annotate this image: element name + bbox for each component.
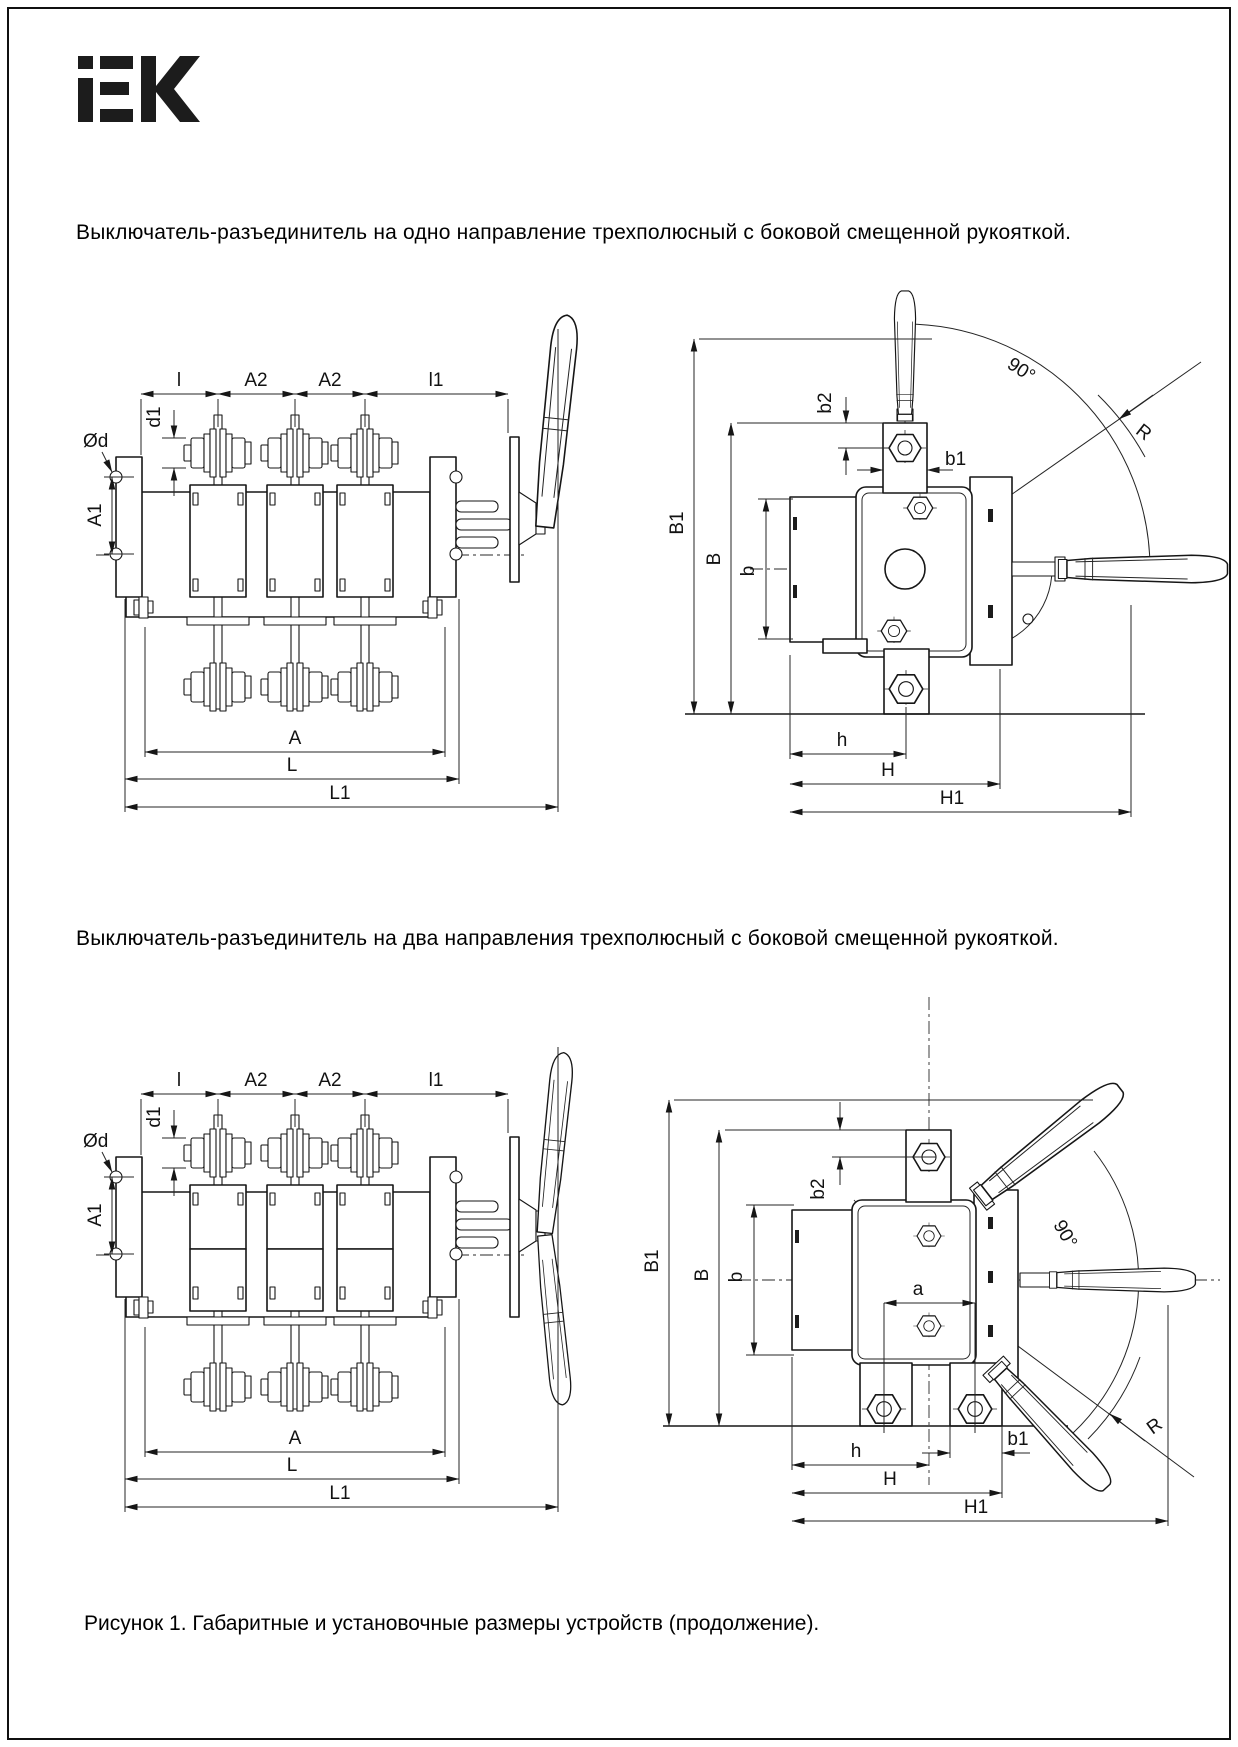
dim-label-diameter-d: Ød <box>83 431 109 452</box>
pole-assembly <box>184 415 251 711</box>
handle-grip-horizontal <box>1058 555 1227 583</box>
dim-label-d1: d1 <box>144 1106 165 1128</box>
front-view-one-direction <box>78 287 598 832</box>
dim-label-a-width: A <box>288 1428 302 1449</box>
pole-assembly <box>261 415 328 711</box>
dim-label-b1-small: b1 <box>945 449 967 470</box>
handle-grip-down <box>985 1359 1116 1497</box>
dim-label-90deg: 90° <box>1048 1216 1082 1252</box>
dim-label-radius: R <box>1131 420 1156 446</box>
pole-assembly <box>331 415 398 711</box>
handle-grip-up <box>534 1051 575 1233</box>
dim-label-h-cap: H <box>883 1469 897 1490</box>
side-view-one-direction <box>600 287 1230 832</box>
dim-label-a-width: A <box>288 728 302 749</box>
dim-label-h: h <box>850 1441 862 1462</box>
dim-label-a2: A2 <box>318 1070 342 1091</box>
pole-assembly <box>184 1115 251 1411</box>
dim-label-radius: R <box>1143 1414 1167 1440</box>
dim-label-b-cap: B <box>692 1268 713 1282</box>
dim-label-a1: A1 <box>85 503 106 527</box>
dim-label-b2: b2 <box>815 392 836 414</box>
iek-logo-glyphs <box>78 56 200 122</box>
dim-label-l: l <box>176 370 182 391</box>
figure-caption: Рисунок 1. Габаритные и установочные размеры устройств (продолжение). <box>84 1612 820 1635</box>
pole-assembly <box>331 1115 398 1411</box>
dim-label-a2: A2 <box>244 1070 268 1091</box>
section-title-one-direction: Выключатель-разъединитель на одно направление трехполюсный с боковой смещенной рукояткой. <box>76 221 1072 244</box>
dim-label-b-small: b <box>726 1271 747 1283</box>
handle-assembly <box>456 1051 575 1405</box>
dim-label-l: l <box>176 1070 182 1091</box>
side-view-two-directions <box>588 985 1228 1545</box>
dim-label-90deg: 90° <box>1003 353 1039 388</box>
pole-assembly <box>261 1115 328 1411</box>
dim-label-b-cap: B <box>704 552 725 566</box>
iek-logo <box>78 56 204 122</box>
handle-assembly <box>456 314 580 582</box>
handle-grip-horizontal <box>1049 1268 1195 1292</box>
dim-label-h-cap: H <box>881 760 895 781</box>
dim-label-l1-length: L1 <box>329 1483 351 1504</box>
dim-label-l-length: L <box>286 755 298 776</box>
handle-grip-vertical <box>894 291 915 421</box>
front-view-two-directions <box>78 987 598 1532</box>
dim-label-a2: A2 <box>244 370 268 391</box>
dim-label-b1-cap: B1 <box>667 511 688 535</box>
dim-label-l1: l1 <box>428 1070 444 1091</box>
dim-label-b-small: b <box>738 565 759 577</box>
dim-label-b2: b2 <box>808 1178 829 1200</box>
dim-label-l1: l1 <box>428 370 444 391</box>
dim-label-a-spacing: a <box>912 1279 924 1300</box>
dim-label-d1: d1 <box>144 406 165 428</box>
dim-label-h1-cap: H1 <box>963 1497 989 1518</box>
dim-label-h: h <box>836 730 848 751</box>
dim-label-b1-small: b1 <box>1007 1429 1029 1450</box>
dim-label-b1-cap: B1 <box>642 1249 663 1273</box>
dim-label-l-length: L <box>286 1455 298 1476</box>
dim-label-a2: A2 <box>318 370 342 391</box>
dim-label-h1-cap: H1 <box>939 788 965 809</box>
handle-grip-up <box>971 1077 1129 1209</box>
section-title-two-directions: Выключатель-разъединитель на два направления трехполюсный с боковой смещенной рукояткой. <box>76 927 1059 950</box>
handle-grip-down <box>534 1234 572 1406</box>
dim-label-diameter-d: Ød <box>83 1131 109 1152</box>
dim-label-l1-length: L1 <box>329 783 351 804</box>
dim-label-a1: A1 <box>85 1203 106 1227</box>
handle-grip <box>532 314 580 529</box>
